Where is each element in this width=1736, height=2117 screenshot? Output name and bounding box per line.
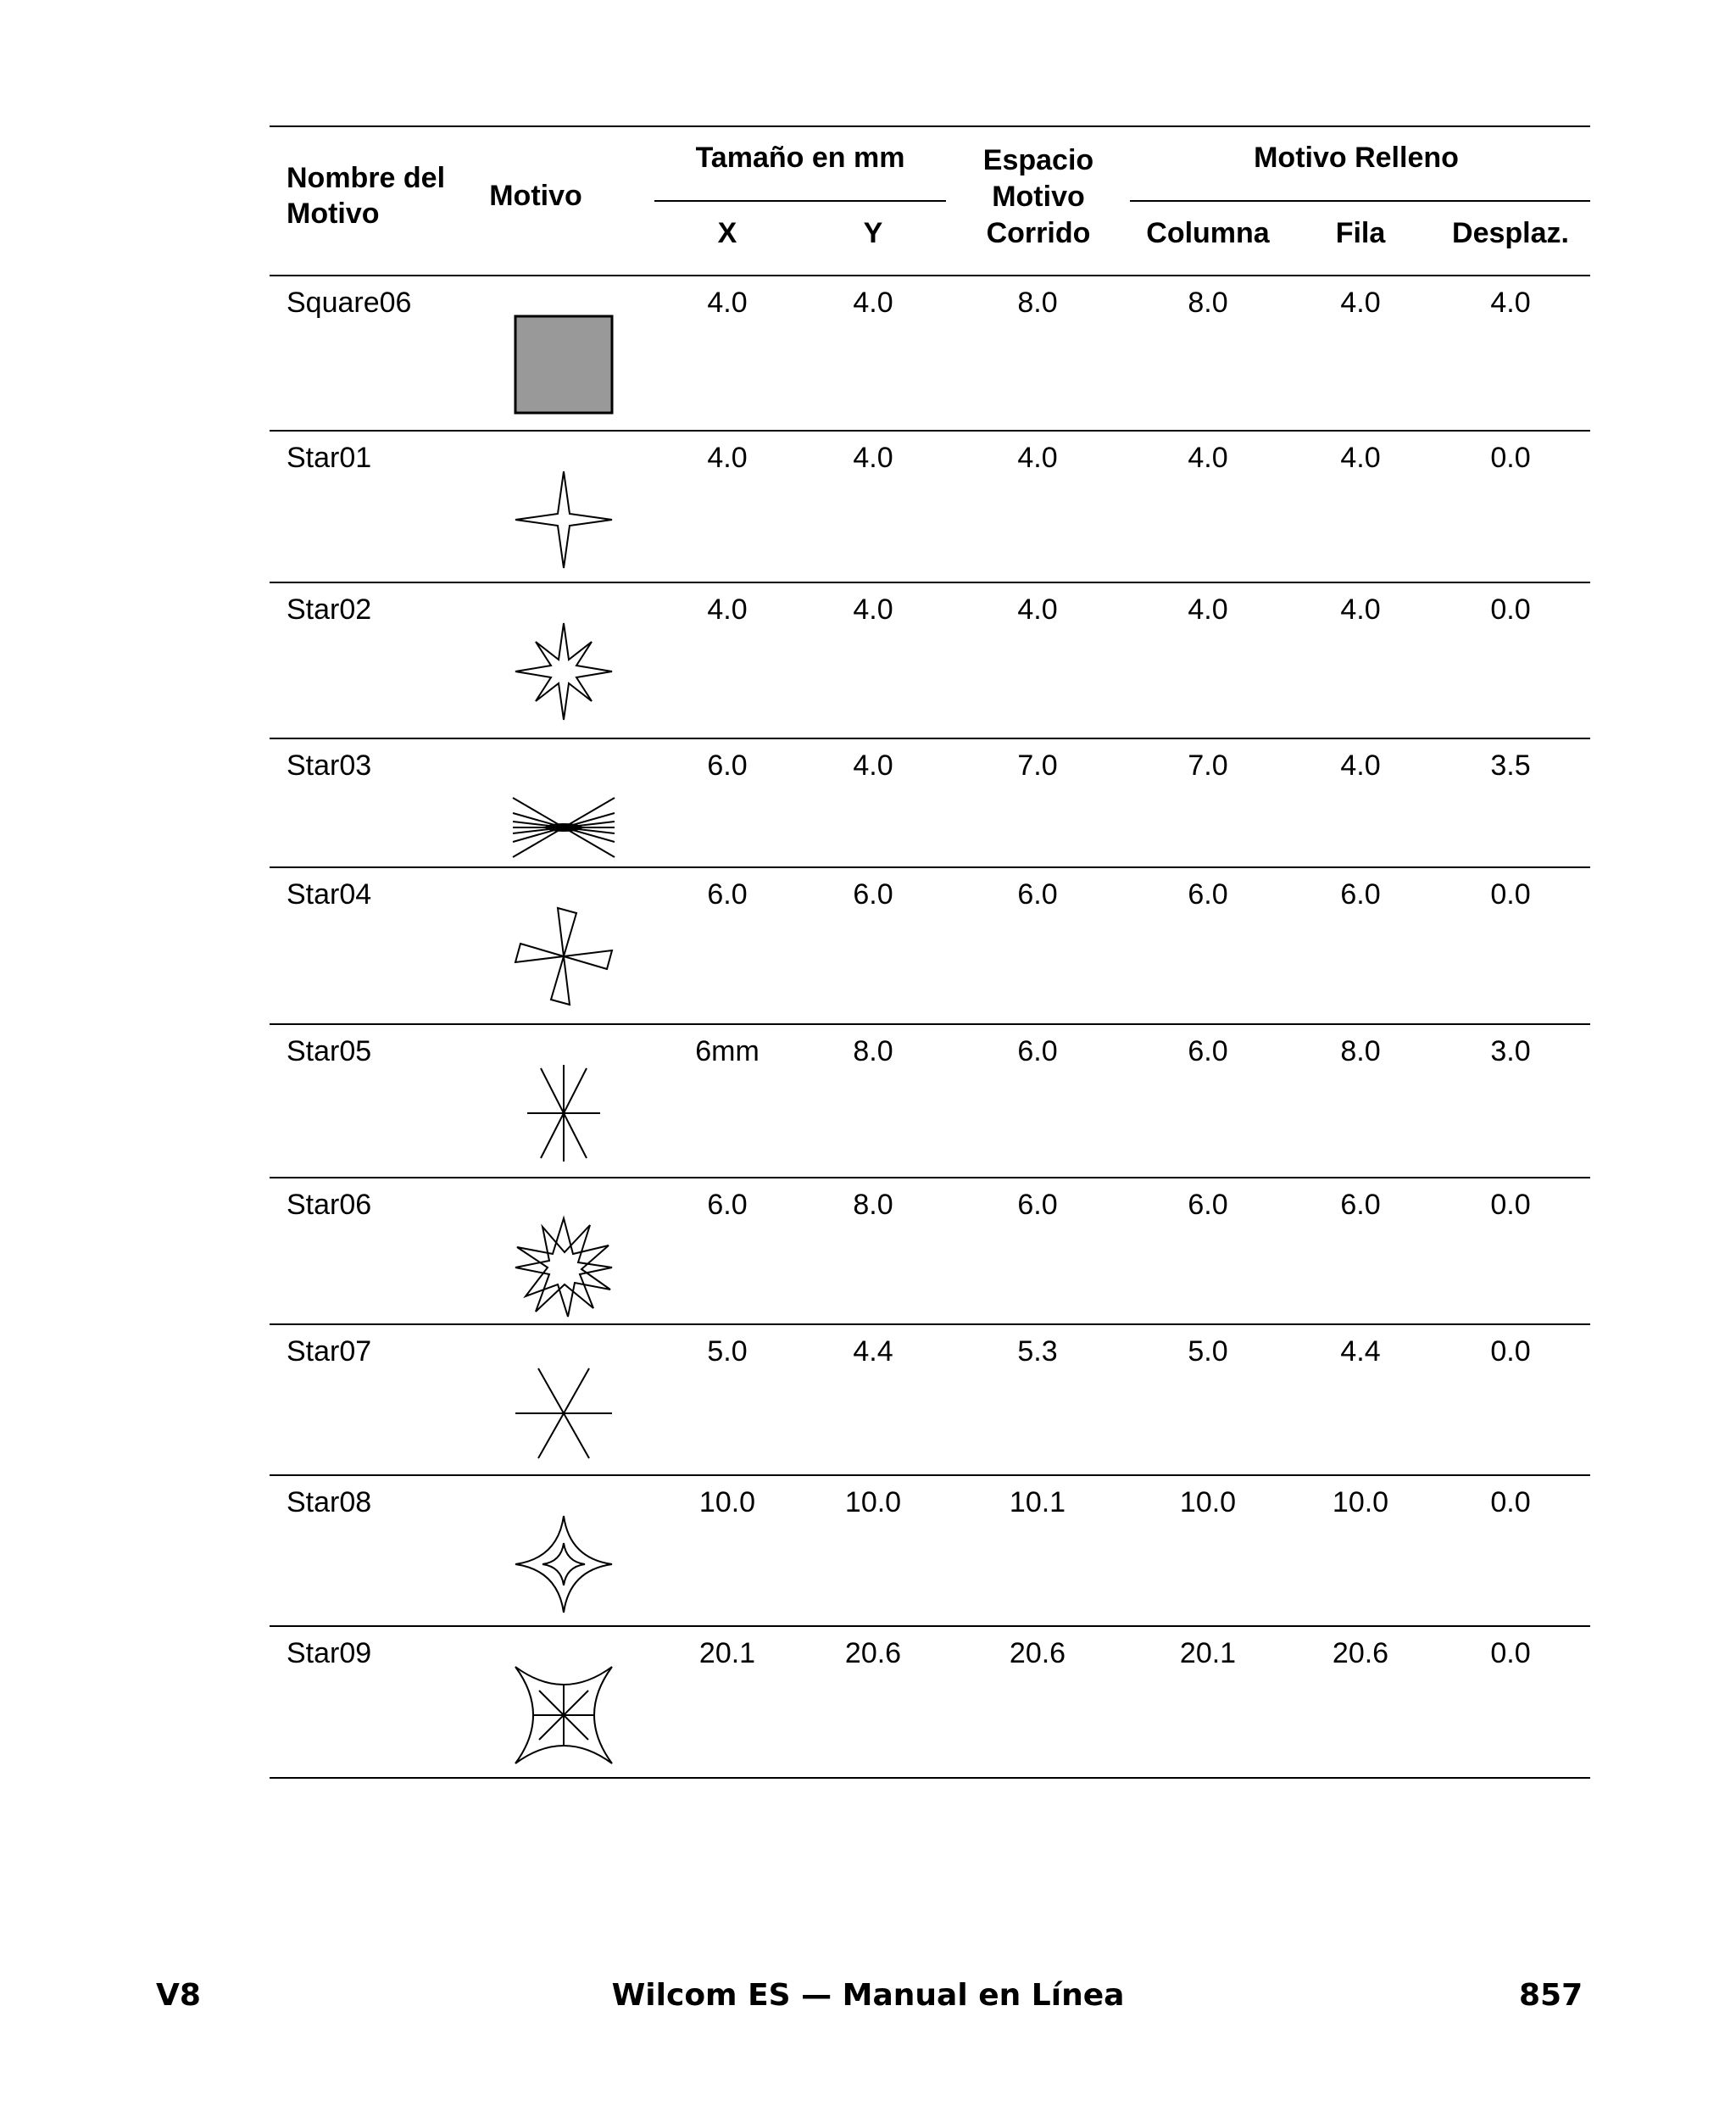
fill-header-rule	[1130, 200, 1590, 202]
cell-y: 8.0	[853, 1035, 893, 1067]
cell-spacing: 6.0	[1017, 878, 1058, 911]
row-rule	[270, 738, 1590, 739]
footer-version: V8	[156, 1978, 201, 2013]
header-bottom-rule	[270, 275, 1590, 276]
motif-name: Star06	[287, 1189, 372, 1221]
cell-row: 6.0	[1340, 1189, 1381, 1221]
cell-x: 6mm	[695, 1035, 760, 1067]
cell-offset: 3.0	[1490, 1035, 1531, 1067]
motif-name: Star04	[287, 878, 372, 911]
square-icon	[509, 309, 619, 420]
cell-row: 4.0	[1340, 287, 1381, 319]
header-offset: Desplaz.	[1452, 217, 1569, 249]
header-name: Nombre del Motivo	[287, 162, 446, 230]
motif-name: Star08	[287, 1486, 372, 1518]
row-rule	[270, 1777, 1590, 1779]
cell-y: 4.0	[853, 442, 893, 474]
cell-column: 4.0	[1188, 593, 1228, 626]
cell-spacing: 6.0	[1017, 1189, 1058, 1221]
header-row: Fila	[1335, 217, 1386, 249]
size-header-rule	[654, 200, 946, 202]
cell-offset: 0.0	[1490, 1335, 1531, 1368]
header-fill-group: Motivo Relleno	[1254, 142, 1459, 174]
row-rule	[270, 582, 1590, 583]
table-top-rule	[270, 125, 1590, 127]
cell-y: 6.0	[853, 878, 893, 911]
motif-name: Star01	[287, 442, 372, 474]
cell-row: 4.4	[1340, 1335, 1381, 1368]
pinwheel-icon	[509, 901, 619, 1011]
motif-name: Star03	[287, 749, 372, 782]
cell-spacing: 10.1	[1009, 1486, 1066, 1518]
header-y: Y	[863, 217, 883, 249]
cell-spacing: 4.0	[1017, 442, 1058, 474]
cell-spacing: 8.0	[1017, 287, 1058, 319]
cell-column: 4.0	[1188, 442, 1228, 474]
cell-offset: 3.5	[1490, 749, 1531, 782]
cell-row: 4.0	[1340, 593, 1381, 626]
header-spacing: Espacio Motivo Corrido	[982, 144, 1094, 249]
cell-x: 4.0	[707, 593, 748, 626]
framed-four-point-star-icon	[509, 1660, 619, 1770]
cell-column: 8.0	[1188, 287, 1228, 319]
motif-name: Square06	[287, 287, 412, 319]
cell-spacing: 7.0	[1017, 749, 1058, 782]
cell-y: 4.4	[853, 1335, 893, 1368]
cell-offset: 0.0	[1490, 1189, 1531, 1221]
cell-column: 6.0	[1188, 1035, 1228, 1067]
row-rule	[270, 1177, 1590, 1178]
six-ray-asterisk-icon	[509, 1358, 619, 1468]
motif-name: Star07	[287, 1335, 372, 1368]
motif-name: Star02	[287, 593, 372, 626]
cell-spacing: 6.0	[1017, 1035, 1058, 1067]
cell-row: 4.0	[1340, 442, 1381, 474]
row-rule	[270, 1625, 1590, 1627]
header-size-group: Tamaño en mm	[695, 142, 905, 174]
cell-offset: 0.0	[1490, 1637, 1531, 1669]
cell-y: 4.0	[853, 287, 893, 319]
cell-y: 4.0	[853, 593, 893, 626]
cell-row: 6.0	[1340, 878, 1381, 911]
row-rule	[270, 866, 1590, 868]
cell-x: 5.0	[707, 1335, 748, 1368]
cell-x: 10.0	[698, 1486, 756, 1518]
cell-x: 20.1	[698, 1637, 756, 1669]
cell-x: 6.0	[707, 749, 748, 782]
cell-spacing: 20.6	[1009, 1637, 1066, 1669]
cell-offset: 0.0	[1490, 442, 1531, 474]
cell-y: 10.0	[844, 1486, 902, 1518]
header-x: X	[717, 217, 737, 249]
cell-column: 5.0	[1188, 1335, 1228, 1368]
cell-spacing: 4.0	[1017, 593, 1058, 626]
cell-x: 6.0	[707, 878, 748, 911]
row-rule	[270, 430, 1590, 432]
cell-column: 20.1	[1179, 1637, 1237, 1669]
four-point-star-icon	[509, 465, 619, 575]
footer-page-number: 857	[1519, 1978, 1583, 2013]
cell-row: 8.0	[1340, 1035, 1381, 1067]
cell-offset: 0.0	[1490, 1486, 1531, 1518]
cell-y: 20.6	[844, 1637, 902, 1669]
cell-offset: 0.0	[1490, 593, 1531, 626]
cell-row: 10.0	[1332, 1486, 1389, 1518]
cell-row: 4.0	[1340, 749, 1381, 782]
double-four-point-star-icon	[509, 1509, 619, 1619]
cell-column: 6.0	[1188, 1189, 1228, 1221]
cell-x: 6.0	[707, 1189, 748, 1221]
cell-offset: 0.0	[1490, 878, 1531, 911]
motif-name: Star05	[287, 1035, 372, 1067]
motif-name: Star09	[287, 1637, 372, 1669]
header-column: Columna	[1146, 217, 1270, 249]
cell-y: 4.0	[853, 749, 893, 782]
row-rule	[270, 1023, 1590, 1025]
footer-title: Wilcom ES — Manual en Línea	[611, 1978, 1125, 2013]
cell-column: 10.0	[1179, 1486, 1237, 1518]
cell-y: 8.0	[853, 1189, 893, 1221]
cell-row: 20.6	[1332, 1637, 1389, 1669]
row-rule	[270, 1474, 1590, 1476]
eight-point-star-icon	[509, 616, 619, 727]
cell-column: 7.0	[1188, 749, 1228, 782]
asterisk-icon	[509, 1058, 619, 1168]
cell-column: 6.0	[1188, 878, 1228, 911]
cell-x: 4.0	[707, 442, 748, 474]
cell-offset: 4.0	[1490, 287, 1531, 319]
nine-point-star-icon	[509, 1212, 619, 1322]
cell-x: 4.0	[707, 287, 748, 319]
header-motif: Motivo	[489, 180, 582, 212]
cell-spacing: 5.3	[1017, 1335, 1058, 1368]
row-rule	[270, 1323, 1590, 1325]
